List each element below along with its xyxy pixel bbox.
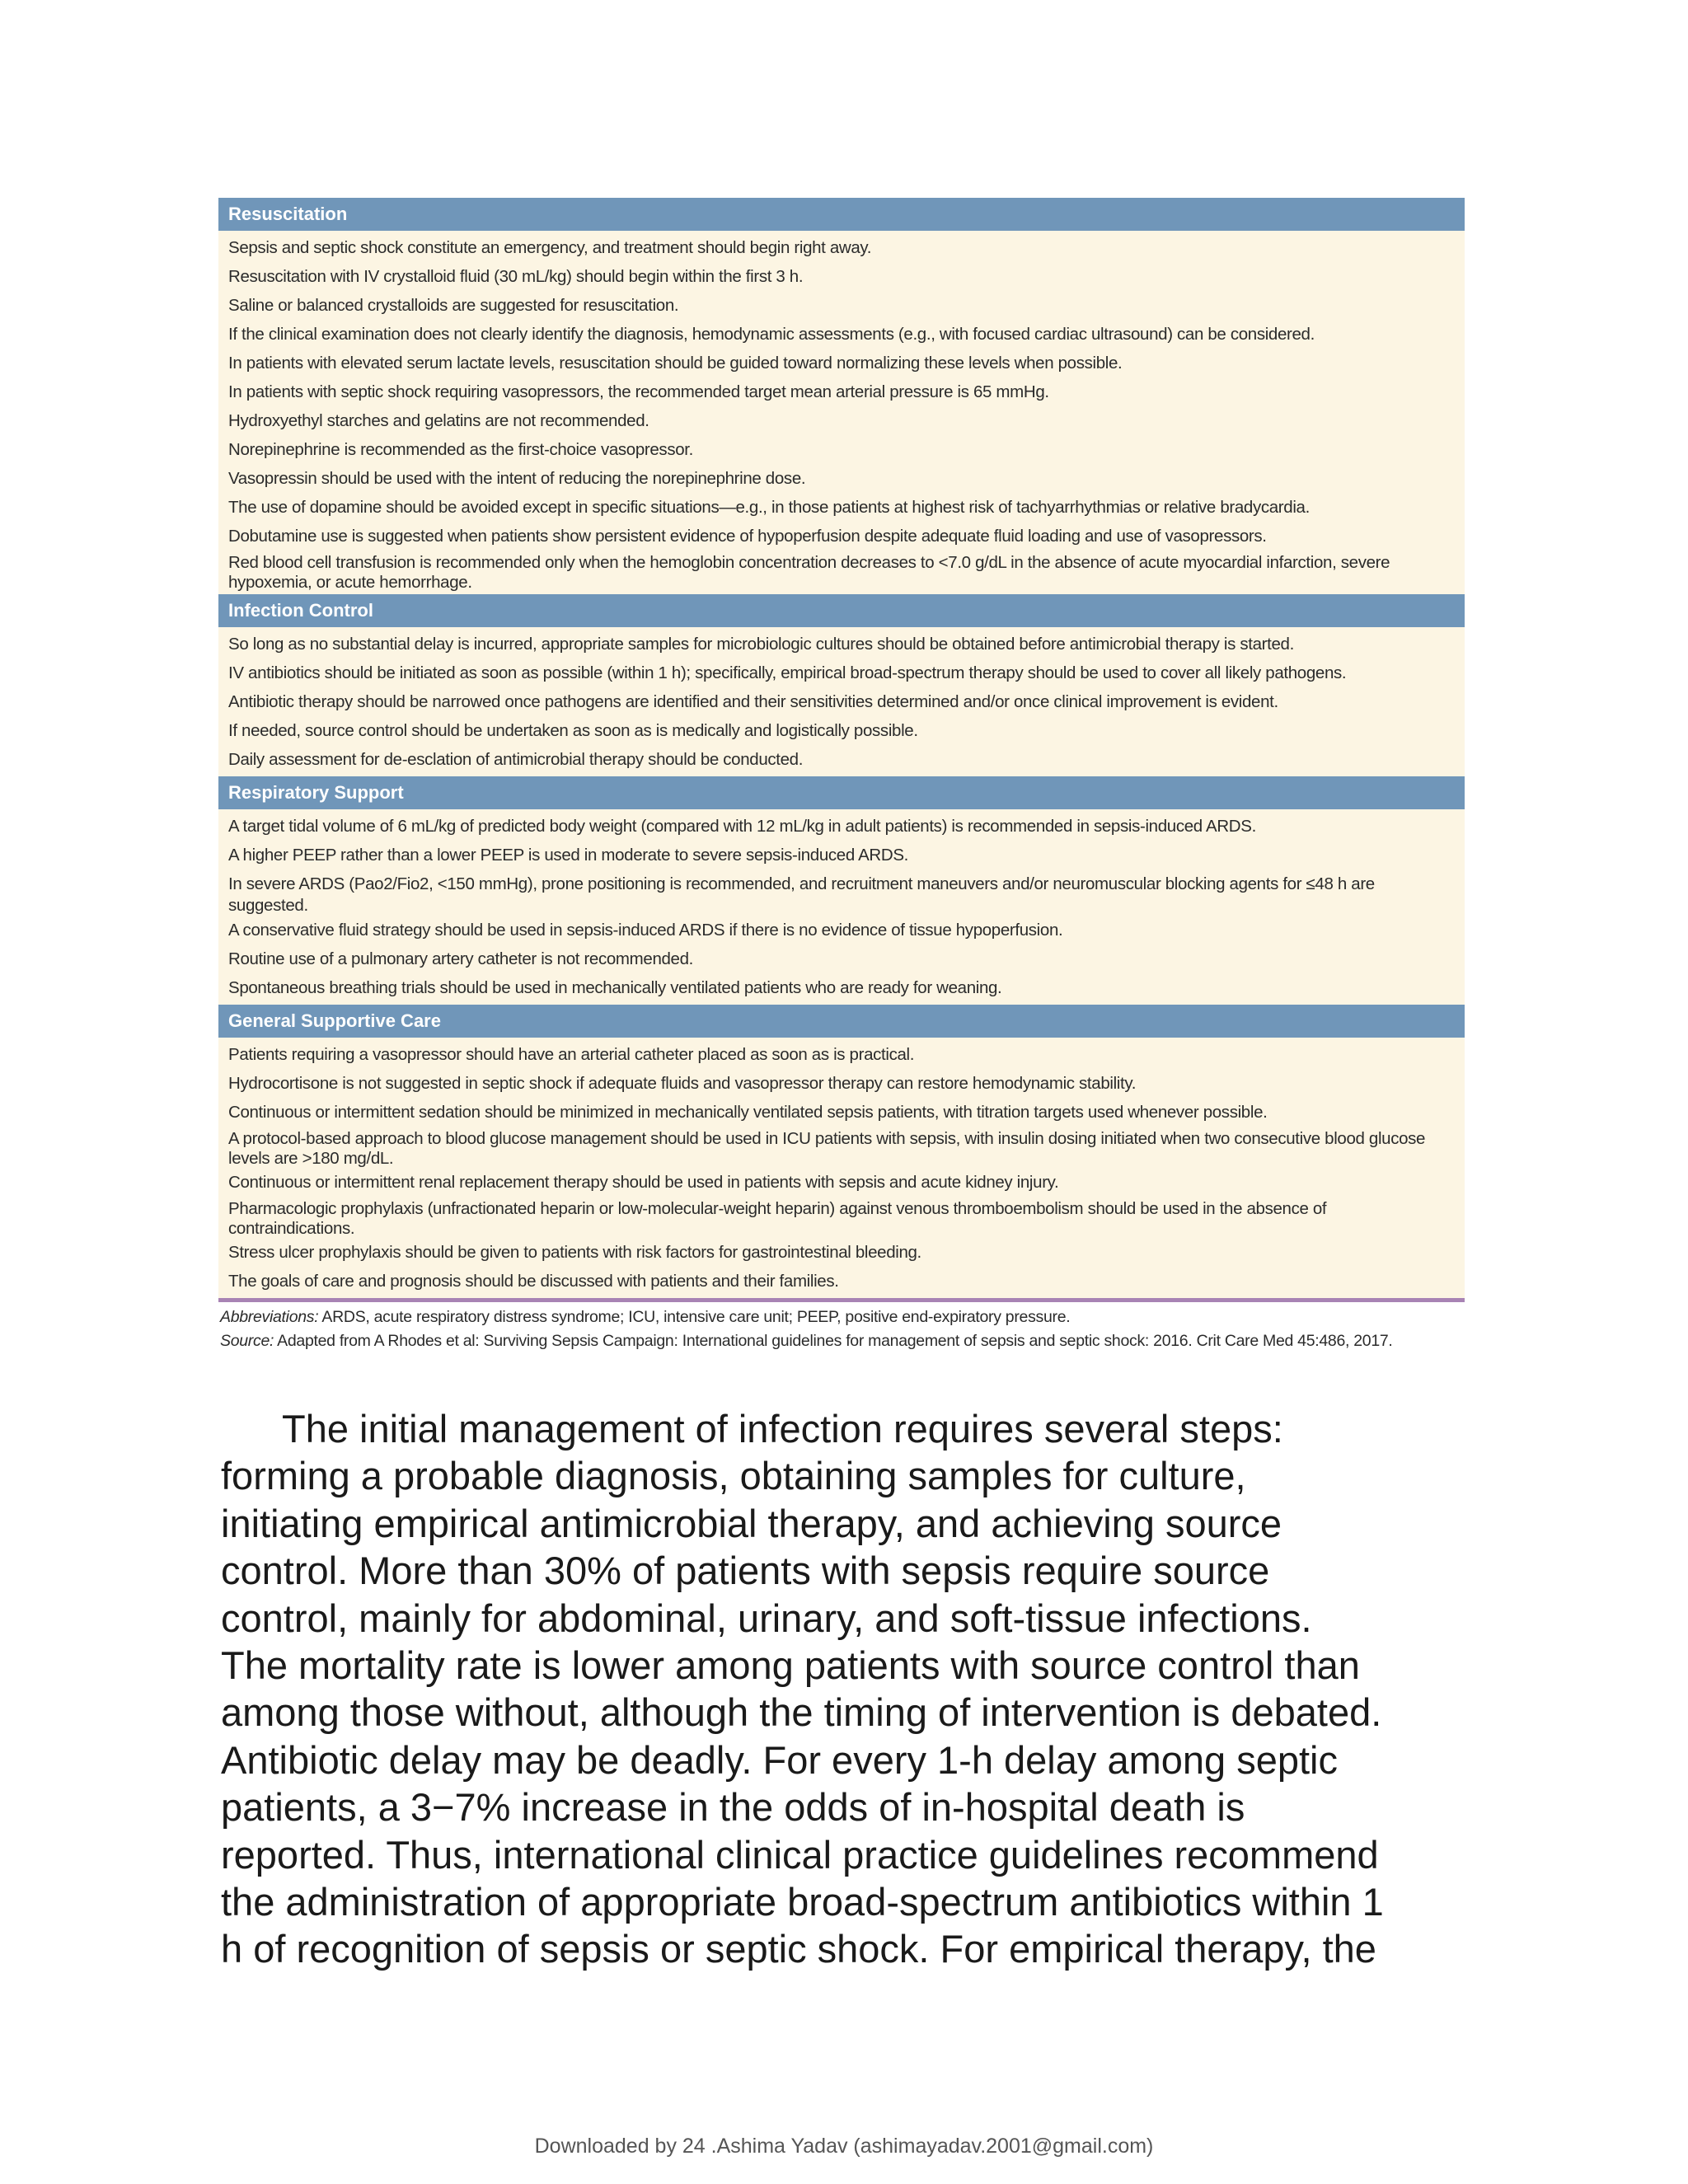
source-text: Adapted from A Rhodes et al: Surviving Sepsis Campaign: International guidelines for management of sepsis and septic shock: 2016. Crit Care Med 45:486, 2017. — [274, 1332, 1393, 1350]
table-row: Continuous or intermittent sedation should be minimized in mechanically ventilated sepsis patients, with titration targets used whenever possible. — [228, 1103, 1268, 1122]
table-section-respiratory-support — [218, 776, 1465, 1005]
table-row: A target tidal volume of 6 mL/kg of predicted body weight (compared with 12 mL/kg in adult patients) is recommended in sepsis-induced ARDS. — [228, 817, 1256, 836]
table-row: So long as no substantial delay is incurred, appropriate samples for microbiologic cultures should be obtained before antimicrobial therapy is started. — [228, 635, 1294, 654]
table-row: In severe ARDS (Pao2/Fio2, <150 mmHg), prone positioning is recommended, and recruitment maneuvers and/or neuromuscular blocking agents for ≤48 h are suggested. — [228, 874, 1375, 915]
download-footer: Downloaded by 24 .Ashima Yadav (ashimayadav.2001@gmail.com) — [534, 2135, 1154, 2158]
source-label: Source: — [220, 1332, 274, 1350]
section-body — [218, 627, 1465, 776]
paragraph-line: Antibiotic delay may be deadly. For every 1-h delay among septic — [221, 1737, 1338, 1782]
section-header: Infection Control — [218, 594, 1465, 627]
paragraph-line: control. More than 30% of patients with sepsis require source — [221, 1549, 1270, 1593]
table-row: Norepinephrine is recommended as the first-choice vasopressor. — [228, 440, 693, 459]
table-row: If needed, source control should be undertaken as soon as is medically and logistically possible. — [228, 721, 918, 740]
table-row: Continuous or intermittent renal replacement therapy should be used in patients with sepsis and acute kidney injury. — [228, 1173, 1059, 1192]
table-row: In patients with septic shock requiring vasopressors, the recommended target mean arterial pressure is 65 mmHg. — [228, 382, 1049, 401]
recommendations-table — [218, 198, 1465, 1353]
table-row: Sepsis and septic shock constitute an emergency, and treatment should begin right away. — [228, 238, 872, 257]
section-header: Respiratory Support — [218, 776, 1465, 809]
table-row: A higher PEEP rather than a lower PEEP is used in moderate to severe sepsis-induced ARDS. — [228, 846, 909, 865]
table-row: Hydrocortisone is not suggested in septic shock if adequate fluids and vasopressor therapy can restore hemodynamic stability. — [228, 1074, 1137, 1093]
table-row: Red blood cell transfusion is recommended only when the hemoglobin concentration decreases to <7.0 g/dL in the absence of acute myocardial infarction, severe hypoxemia, or acute hemorrhage. — [228, 553, 1390, 592]
table-row: The goals of care and prognosis should be discussed with patients and their families. — [228, 1272, 839, 1291]
table-row: Hydroxyethyl starches and gelatins are not recommended. — [228, 411, 649, 430]
table-section-infection-control — [218, 594, 1465, 776]
table-row: Pharmacologic prophylaxis (unfractionated heparin or low-molecular-weight heparin) against venous thromboembolism should be used in the absence of contraindications. — [228, 1199, 1327, 1238]
table-row: A conservative fluid strategy should be used in sepsis-induced ARDS if there is no evidence of tissue hypoperfusion. — [228, 921, 1063, 940]
table-section-resuscitation — [218, 198, 1465, 594]
section-body — [218, 1038, 1465, 1298]
table-row: IV antibiotics should be initiated as soon as possible (within 1 h); specifically, empirical broad-spectrum therapy should be used to cover all likely pathogens. — [228, 663, 1347, 682]
table-bottom-rule — [218, 1298, 1465, 1302]
paragraph-line: The initial management of infection requires several steps: — [282, 1407, 1283, 1451]
body-paragraph — [221, 1405, 1482, 1973]
table-row: If the clinical examination does not clearly identify the diagnosis, hemodynamic assessments (e.g., with focused cardiac ultrasound) can be considered. — [228, 325, 1315, 344]
abbreviations-label: Abbreviations: — [220, 1308, 319, 1326]
table-row: Antibiotic therapy should be narrowed once pathogens are identified and their sensitivities determined and/or once clinical improvement is evident. — [228, 692, 1278, 711]
paragraph-line: the administration of appropriate broad-spectrum antibiotics within 1 — [221, 1880, 1384, 1924]
abbreviations-note — [218, 1305, 1465, 1329]
table-row: Stress ulcer prophylaxis should be given to patients with risk factors for gastrointestinal bleeding. — [228, 1243, 921, 1262]
table-row: The use of dopamine should be avoided except in specific situations—e.g., in those patients at highest risk of tachyarrhythmias or relative bradycardia. — [228, 498, 1310, 517]
source-note — [218, 1329, 1465, 1353]
table-section-general-supportive-care — [218, 1005, 1465, 1298]
paragraph-line: among those without, although the timing of intervention is debated. — [221, 1690, 1382, 1735]
table-row: Dobutamine use is suggested when patients show persistent evidence of hypoperfusion despite adequate fluid loading and use of vasopressors. — [228, 527, 1267, 546]
paragraph-line: initiating empirical antimicrobial therapy, and achieving source — [221, 1501, 1282, 1545]
table-row: Daily assessment for de-esclation of antimicrobial therapy should be conducted. — [228, 750, 804, 769]
table-row: Saline or balanced crystalloids are suggested for resuscitation. — [228, 296, 679, 315]
table-row: Routine use of a pulmonary artery catheter is not recommended. — [228, 949, 693, 968]
paragraph-line: reported. Thus, international clinical practice guidelines recommend — [221, 1832, 1379, 1877]
abbreviations-text: ARDS, acute respiratory distress syndrome; ICU, intensive care unit; PEEP, positive end-expiratory pressure. — [318, 1308, 1071, 1326]
table-row: Patients requiring a vasopressor should have an arterial catheter placed as soon as is practical. — [228, 1045, 915, 1064]
paragraph-line: patients, a 3−7% increase in the odds of in-hospital death is — [221, 1785, 1245, 1830]
table-row: Vasopressin should be used with the intent of reducing the norepinephrine dose. — [228, 469, 806, 488]
table-row: Spontaneous breathing trials should be used in mechanically ventilated patients who are ready for weaning. — [228, 978, 1002, 997]
section-header: Resuscitation — [218, 198, 1465, 231]
paragraph-line: forming a probable diagnosis, obtaining samples for culture, — [221, 1454, 1246, 1498]
table-row: In patients with elevated serum lactate levels, resuscitation should be guided toward normalizing these levels when possible. — [228, 354, 1123, 373]
section-body — [218, 809, 1465, 1005]
table-row: A protocol-based approach to blood glucose management should be used in ICU patients with sepsis, with insulin dosing initiated when two consecutive blood glucose levels are >180 mg/dL. — [228, 1129, 1426, 1168]
paragraph-line: h of recognition of sepsis or septic shock. For empirical therapy, the — [221, 1927, 1376, 1971]
paragraph-line: control, mainly for abdominal, urinary, and soft-tissue infections. — [221, 1596, 1312, 1640]
paragraph-line: The mortality rate is lower among patients with source control than — [221, 1643, 1360, 1688]
section-header: General Supportive Care — [218, 1005, 1465, 1038]
table-row: Resuscitation with IV crystalloid fluid (30 mL/kg) should begin within the first 3 h. — [228, 267, 804, 286]
section-body — [218, 231, 1465, 594]
